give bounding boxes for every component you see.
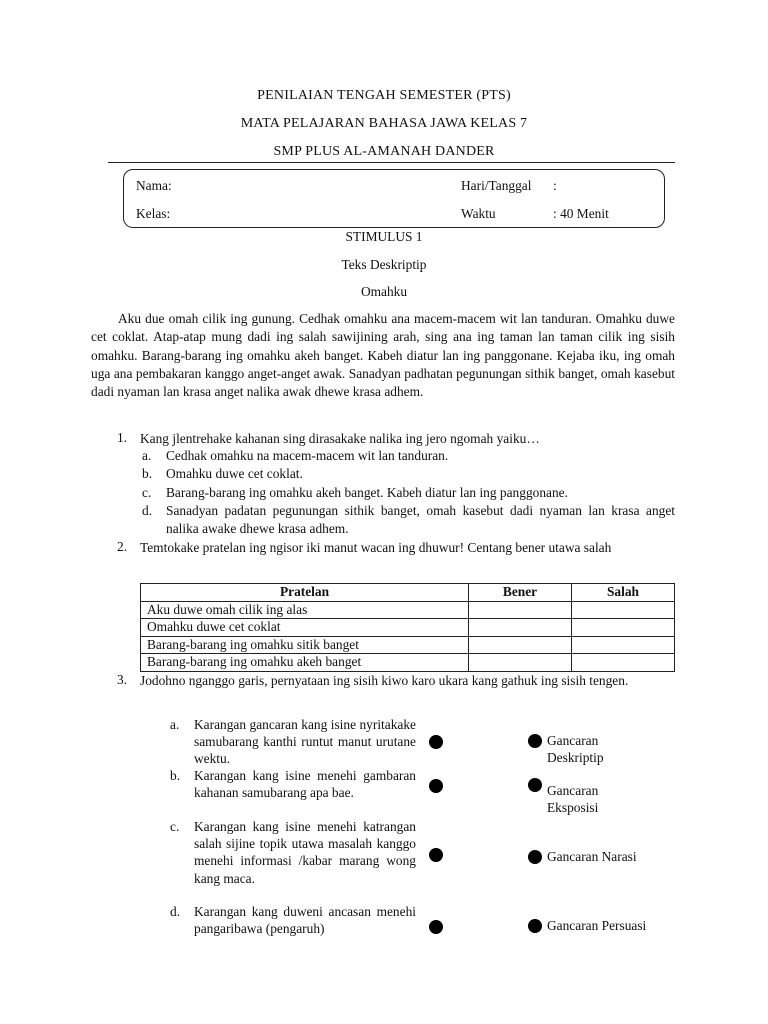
q3-text: Jodohno nganggo garis, pernyataan ing sisih kiwo karo ukara kang gathuk ing sisih tengen. [140,673,629,688]
header-divider [108,162,675,163]
table-row [141,654,675,672]
q1-option-text: Cedhak omahku na macem-macem wit lan tanduran. [166,448,449,463]
table-header-salah: Salah [572,584,675,602]
q2-number: 2. [117,539,128,554]
q1-option-letter: c. [142,485,152,500]
q1-option-letter: b. [142,466,153,481]
match-right-text: Gancaran Persuasi [547,918,647,933]
table-cell-statement: Barang-barang ing omahku akeh banget [141,654,469,672]
table-cell-salah[interactable] [572,654,675,672]
match-right-dot[interactable] [528,919,542,933]
statement-table [140,583,675,672]
match-right-text: Gancaran Deskriptip [547,733,604,766]
match-left-text: Karangan kang isine menehi gambaran kahanan samubarang apa bae. [194,768,416,801]
table-cell-bener[interactable] [469,654,572,672]
table-header-bener: Bener [469,584,572,602]
table-header-pratelan: Pratelan [141,584,469,602]
q1-text: Kang jlentrehake kahanan sing dirasakake nalika ing jero ngomah yaiku… [140,431,540,446]
match-right-dot[interactable] [528,734,542,748]
match-left-text: Karangan kang duweni ancasan menehi pangaribawa (pengaruh) [194,904,416,937]
hari-tanggal-value: : [553,178,557,193]
q1-option-letter: a. [142,448,152,463]
match-left-letter: a. [170,717,180,732]
match-left-text: Karangan gancaran kang isine nyritakake samubarang kanthi runtut manut urutane wektu. [194,717,416,767]
stimulus-paragraph: Aku due omah cilik ing gunung. Cedhak omahku ana macem-macem wit lan tanduran. Omahku duwe cet coklat. Atap-atap mung dadi ing salah sawijining arah, sing ana ing taman lan taman cilik ing sisih omahku. Barang-barang ing omahku akeh banget. Kabeh diatur lan ing panggonane. Kejaba iku, ing omah uga ana pembakaran kanggo anget-anget awak. Sanadyan padhatan pegunungan sithik banget, omah kasebut dadi nyaman lan krasa anget nalika awak dhewe krasa adhem. [91,311,675,400]
match-right-dot[interactable] [528,850,542,864]
q1-option-letter: d. [142,503,153,518]
header-subject: MATA PELAJARAN BAHASA JAWA KELAS 7 [240,116,528,131]
table-cell-statement: Aku duwe omah cilik ing alas [141,601,469,619]
q3-number: 3. [117,672,128,687]
waktu-value: : 40 Menit [553,206,609,221]
match-left-letter: b. [170,768,181,783]
table-row [141,636,675,654]
header-school: SMP PLUS AL-AMANAH DANDER [273,144,495,159]
table-cell-bener[interactable] [469,636,572,654]
table-cell-salah[interactable] [572,601,675,619]
match-right-text: Gancaran Eksposisi [547,783,599,816]
q1-option-text: Omahku duwe cet coklat. [166,466,303,481]
table-cell-statement: Omahku duwe cet coklat [141,619,469,637]
match-left-dot[interactable] [429,779,443,793]
table-cell-salah[interactable] [572,636,675,654]
header-title: PENILAIAN TENGAH SEMESTER (PTS) [257,88,511,103]
q1-number: 1. [117,430,128,445]
match-left-letter: d. [170,904,181,919]
q1-option-text: Sanadyan padatan pegunungan sithik banget, omah kasebut dadi nyaman lan krasa anget nalika awake dhewe krasa adhem. [166,503,675,537]
stimulus-genre: Teks Deskriptip [341,257,427,272]
nama-label: Nama: [136,178,172,193]
hari-tanggal-label: Hari/Tanggal [461,178,532,193]
match-left-letter: c. [170,819,180,834]
table-cell-statement: Barang-barang ing omahku sitik banget [141,636,469,654]
match-left-text: Karangan kang isine menehi katrangan salah sijine topik utawa masalah kanggo menehi informasi /kabar marang wong kang maca. [194,819,416,886]
match-left-dot[interactable] [429,848,443,862]
stimulus-title: Omahku [360,284,408,299]
table-cell-bener[interactable] [469,601,572,619]
match-left-dot[interactable] [429,735,443,749]
kelas-label: Kelas: [136,206,171,221]
match-right-text: Gancaran Narasi [547,849,637,864]
table-row [141,601,675,619]
waktu-label: Waktu [461,206,496,221]
q1-option-text: Barang-barang ing omahku akeh banget. Kabeh diatur lan ing panggonane. [166,485,568,500]
table-cell-salah[interactable] [572,619,675,637]
table-cell-bener[interactable] [469,619,572,637]
match-left-dot[interactable] [429,920,443,934]
q2-text: Temtokake pratelan ing ngisor iki manut wacan ing dhuwur! Centang bener utawa salah [140,540,612,555]
stimulus-label: STIMULUS 1 [345,229,423,244]
match-right-dot[interactable] [528,778,542,792]
table-row [141,619,675,637]
